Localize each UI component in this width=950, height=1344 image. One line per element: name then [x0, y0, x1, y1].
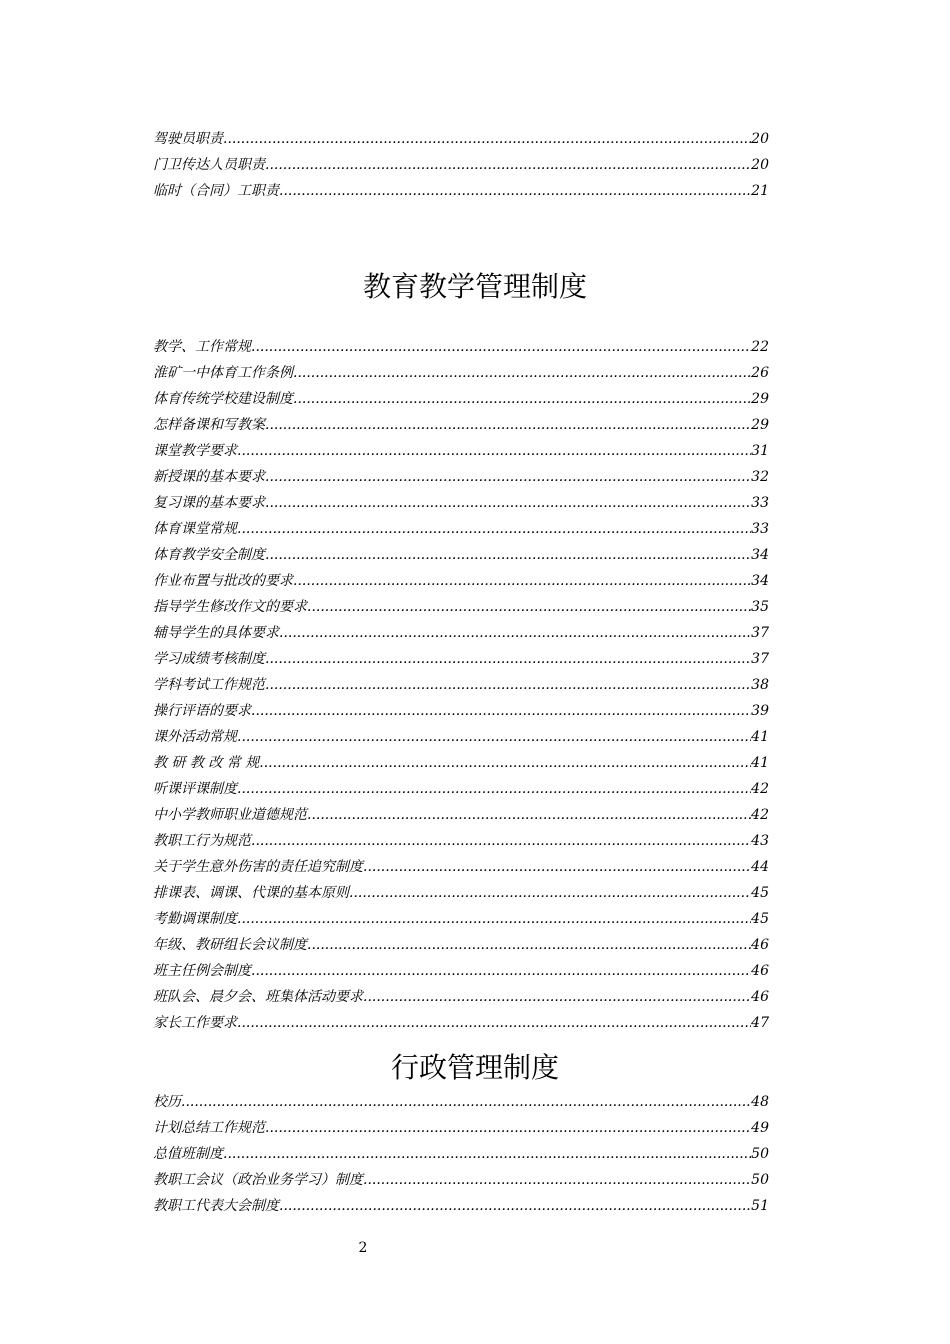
toc-entry-title: 中小学教师职业道德规范	[153, 807, 307, 823]
toc-entry[interactable]	[153, 906, 769, 932]
toc-entry-title: 驾驶员职责	[153, 131, 223, 147]
toc-entry[interactable]	[153, 724, 769, 750]
toc-dot-leader	[279, 1193, 751, 1219]
toc-entry[interactable]	[153, 854, 769, 880]
toc-entry-page: 48	[751, 1094, 769, 1110]
toc-dot-leader	[293, 386, 751, 412]
toc-dot-leader	[251, 334, 751, 360]
toc-entry-title: 教职工代表大会制度	[153, 1198, 279, 1214]
toc-entry-page: 20	[751, 131, 769, 147]
toc-dot-leader	[265, 1115, 751, 1141]
toc-dot-leader	[349, 880, 751, 906]
toc-dot-leader	[265, 646, 751, 672]
toc-entry[interactable]	[153, 1193, 769, 1219]
toc-dot-leader	[223, 126, 751, 152]
toc-dot-leader	[265, 152, 751, 178]
toc-entry-page: 37	[751, 625, 769, 641]
toc-entry-title: 体育教学安全制度	[153, 547, 265, 563]
toc-entry[interactable]	[153, 1089, 769, 1115]
toc-dot-leader	[265, 490, 751, 516]
toc-entry-page: 34	[751, 547, 769, 563]
toc-entry-title: 年级、教研组长会议制度	[153, 937, 307, 953]
toc-entry-title: 家长工作要求	[153, 1015, 237, 1031]
toc-entry[interactable]	[153, 776, 769, 802]
toc-entry-page: 20	[751, 157, 769, 173]
toc-entry-page: 37	[751, 651, 769, 667]
toc-entry-page: 43	[751, 833, 769, 849]
toc-entry[interactable]	[153, 698, 769, 724]
toc-entry-page: 41	[751, 729, 769, 745]
toc-intro-list	[153, 126, 769, 204]
toc-entry-title: 操行评语的要求	[153, 703, 251, 719]
toc-entry-title: 关于学生意外伤害的责任追究制度	[153, 859, 363, 875]
toc-entry-page: 44	[751, 859, 769, 875]
toc-dot-leader	[363, 984, 751, 1010]
toc-entry[interactable]	[153, 490, 769, 516]
toc-entry[interactable]	[153, 542, 769, 568]
toc-dot-leader	[279, 178, 751, 204]
toc-entry-title: 课堂教学要求	[153, 443, 237, 459]
toc-dot-leader	[265, 672, 751, 698]
toc-entry[interactable]	[153, 334, 769, 360]
toc-entry-page: 26	[751, 365, 769, 381]
toc-entry-title: 校历	[153, 1094, 181, 1110]
toc-entry-title: 复习课的基本要求	[153, 495, 265, 511]
toc-entry-title: 教学、工作常规	[153, 339, 251, 355]
toc-entry[interactable]	[153, 802, 769, 828]
toc-entry-title: 教职工会议（政治业务学习）制度	[153, 1172, 363, 1188]
toc-entry[interactable]	[153, 594, 769, 620]
toc-entry-page: 42	[751, 781, 769, 797]
toc-entry-title: 课外活动常规	[153, 729, 237, 745]
toc-dot-leader	[237, 438, 751, 464]
section-heading-education: 教育教学管理制度	[362, 270, 587, 303]
toc-entry-title: 体育课堂常规	[153, 521, 237, 537]
toc-dot-leader	[223, 1141, 751, 1167]
toc-entry-page: 29	[751, 417, 769, 433]
toc-entry-page: 35	[751, 599, 769, 615]
toc-dot-leader	[363, 854, 751, 880]
toc-dot-leader	[237, 724, 751, 750]
toc-dot-leader	[307, 594, 751, 620]
toc-entry-title: 计划总结工作规范	[153, 1120, 265, 1136]
toc-entry[interactable]	[153, 464, 769, 490]
toc-entry[interactable]	[153, 1010, 769, 1036]
toc-entry-page: 31	[751, 443, 769, 459]
toc-dot-leader	[279, 620, 751, 646]
toc-dot-leader	[265, 412, 751, 438]
toc-entry-title: 听课评课制度	[153, 781, 237, 797]
toc-entry-page: 29	[751, 391, 769, 407]
toc-entry-page: 45	[751, 911, 769, 927]
toc-entry[interactable]	[153, 360, 769, 386]
toc-entry[interactable]	[153, 516, 769, 542]
toc-entry-title: 学习成绩考核制度	[153, 651, 265, 667]
toc-entry-page: 46	[751, 963, 769, 979]
toc-dot-leader	[259, 750, 751, 776]
toc-entry-title: 学科考试工作规范	[153, 677, 265, 693]
toc-education-list	[153, 334, 769, 1036]
toc-entry-page: 34	[751, 573, 769, 589]
toc-entry-page: 33	[751, 495, 769, 511]
toc-entry[interactable]	[153, 568, 769, 594]
toc-entry-page: 47	[751, 1015, 769, 1031]
toc-dot-leader	[363, 1167, 751, 1193]
toc-dot-leader	[237, 906, 751, 932]
toc-entry[interactable]	[153, 750, 769, 776]
toc-entry-page: 41	[751, 755, 769, 771]
toc-entry-title: 新授课的基本要求	[153, 469, 265, 485]
toc-entry-page: 32	[751, 469, 769, 485]
toc-entry-title: 怎样备课和写教案	[153, 417, 265, 433]
toc-dot-leader	[251, 828, 751, 854]
toc-entry-title: 辅导学生的具体要求	[153, 625, 279, 641]
toc-entry-page: 46	[751, 989, 769, 1005]
toc-entry-title: 教职工行为规范	[153, 833, 251, 849]
toc-entry-title: 门卫传达人员职责	[153, 157, 265, 173]
page-number: 2	[358, 1240, 368, 1256]
toc-dot-leader	[251, 698, 751, 724]
toc-entry[interactable]	[153, 412, 769, 438]
toc-dot-leader	[265, 464, 751, 490]
toc-entry-page: 39	[751, 703, 769, 719]
toc-entry-page: 42	[751, 807, 769, 823]
toc-entry-title: 总值班制度	[153, 1146, 223, 1162]
section-heading-administration: 行政管理制度	[390, 1051, 559, 1084]
toc-entry-page: 22	[751, 339, 769, 355]
toc-dot-leader	[293, 568, 751, 594]
toc-entry-title: 考勤调课制度	[153, 911, 237, 927]
toc-entry[interactable]	[153, 438, 769, 464]
toc-entry-page: 51	[751, 1198, 769, 1214]
toc-entry[interactable]	[153, 126, 769, 152]
toc-entry-title: 作业布置与批改的要求	[153, 573, 293, 589]
toc-entry-title: 临时（合同）工职责	[153, 183, 279, 199]
toc-entry[interactable]	[153, 386, 769, 412]
toc-entry-title: 排课表、调课、代课的基本原则	[153, 885, 349, 901]
toc-dot-leader	[307, 802, 751, 828]
toc-entry[interactable]	[153, 828, 769, 854]
toc-entry[interactable]	[153, 620, 769, 646]
toc-entry[interactable]	[153, 178, 769, 204]
toc-entry-title: 体育传统学校建设制度	[153, 391, 293, 407]
toc-entry[interactable]	[153, 672, 769, 698]
toc-entry-title: 班主任例会制度	[153, 963, 251, 979]
toc-entry-title: 淮矿一中体育工作条例	[153, 365, 293, 381]
toc-entry-title: 教 研 教 改 常 规	[153, 755, 260, 771]
toc-dot-leader	[181, 1089, 751, 1115]
toc-entry[interactable]	[153, 1141, 769, 1167]
toc-entry[interactable]	[153, 1167, 769, 1193]
toc-dot-leader	[265, 542, 751, 568]
toc-entry-page: 50	[751, 1146, 769, 1162]
toc-dot-leader	[237, 776, 751, 802]
toc-entry-page: 49	[751, 1120, 769, 1136]
toc-entry-title: 班队会、晨夕会、班集体活动要求	[153, 989, 363, 1005]
toc-entry[interactable]	[153, 932, 769, 958]
toc-entry-page: 38	[751, 677, 769, 693]
toc-entry[interactable]	[153, 646, 769, 672]
toc-entry[interactable]	[153, 958, 769, 984]
toc-entry[interactable]	[153, 880, 769, 906]
toc-entry-page: 45	[751, 885, 769, 901]
toc-administration-list	[153, 1089, 769, 1219]
toc-entry[interactable]	[153, 1115, 769, 1141]
toc-entry-page: 33	[751, 521, 769, 537]
toc-dot-leader	[293, 360, 751, 386]
toc-entry[interactable]	[153, 152, 769, 178]
toc-entry-page: 50	[751, 1172, 769, 1188]
toc-entry[interactable]	[153, 984, 769, 1010]
toc-dot-leader	[237, 1010, 751, 1036]
toc-entry-title: 指导学生修改作文的要求	[153, 599, 307, 615]
toc-entry-page: 21	[751, 183, 769, 199]
toc-dot-leader	[307, 932, 751, 958]
toc-dot-leader	[251, 958, 751, 984]
toc-entry-page: 46	[751, 937, 769, 953]
toc-dot-leader	[237, 516, 751, 542]
